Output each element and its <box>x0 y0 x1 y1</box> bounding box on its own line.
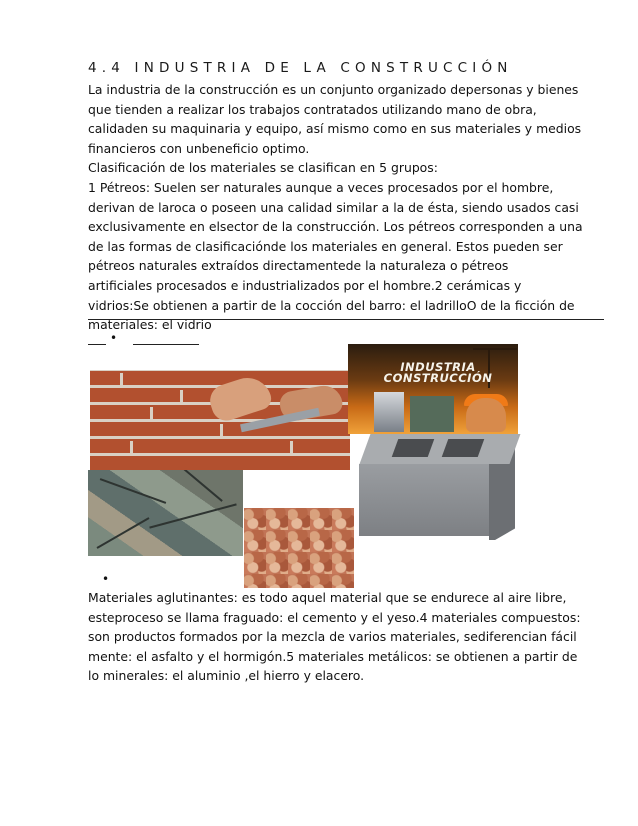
image-banner-line: INDUSTRIA <box>400 360 476 374</box>
paragraph-line: calidaden su maquinaria y equipo, así mismo como en sus materiales y medios <box>88 121 582 137</box>
intro-paragraph <box>88 80 608 335</box>
concrete-block-image <box>355 430 525 540</box>
section-heading: 4.4 INDUSTRIA DE LA CONSTRUCCIÓN <box>88 60 513 76</box>
paragraph-line: exclusivamente en elsector de la construcción. Los pétreos corresponden a una <box>88 219 583 235</box>
paragraph-line: pétreos naturales extraídos directamentede la naturaleza o pétreos <box>88 258 509 274</box>
paragraph-line: artificiales procesados e industrializados por el hombre.2 cerámicas y <box>88 277 522 293</box>
paragraph-line: esteproceso se llama fraguado: el cemento y el yeso.4 materiales compuestos: <box>88 609 581 625</box>
slate-stone-image <box>88 470 243 556</box>
paragraph-line: lo minerales: el aluminio ,el hierro y elacero. <box>88 668 365 684</box>
paragraph-line: que tienden a realizar los trabajos contratados utilizando mano de obra, <box>88 101 537 117</box>
bullet-marker: • <box>102 572 110 586</box>
paragraph-line: vidrios:Se obtienen a partir de la cocción del barro: el ladrilloO de la ficción de <box>88 297 575 313</box>
paragraph-line: La industria de la construcción es un conjunto organizado depersonas y bienes <box>88 82 579 97</box>
materials-paragraph <box>88 588 608 686</box>
image-banner-line: CONSTRUCCIÓN <box>383 371 493 385</box>
paragraph-line: Materiales aglutinantes: es todo aquel material que se endurece al aire libre, <box>88 590 567 605</box>
horizontal-rule <box>88 319 604 320</box>
underline-segment <box>88 344 106 345</box>
bricklaying-image <box>90 370 350 470</box>
paragraph-line: 1 Pétreos: Suelen ser naturales aunque a veces procesados por el hombre, <box>88 179 554 195</box>
paragraph-line: derivan de laroca o poseen una calidad similar a la de ésta, siendo usados casi <box>88 199 579 215</box>
bullet-marker: • <box>110 331 118 345</box>
paragraph-line: mente: el asfalto y el hormigón.5 materiales metálicos: se obtienen a partir de <box>88 648 578 664</box>
paragraph-line: financieros con unbeneficio optimo. <box>88 140 310 156</box>
paragraph-line: de las formas de clasificaciónde los materiales en general. Estos pueden ser <box>88 238 563 254</box>
image-banner <box>368 362 508 384</box>
underline-segment <box>133 344 199 345</box>
industria-construccion-image <box>348 344 518 434</box>
paragraph-line: Clasificación de los materiales se clasifican en 5 grupos: <box>88 160 438 176</box>
paragraph-line: son productos formados por la mezcla de varios materiales, sediferencian fácil <box>88 629 577 645</box>
paragraph-line: materiales: el vidrio <box>88 317 212 333</box>
gravel-image <box>244 508 354 588</box>
